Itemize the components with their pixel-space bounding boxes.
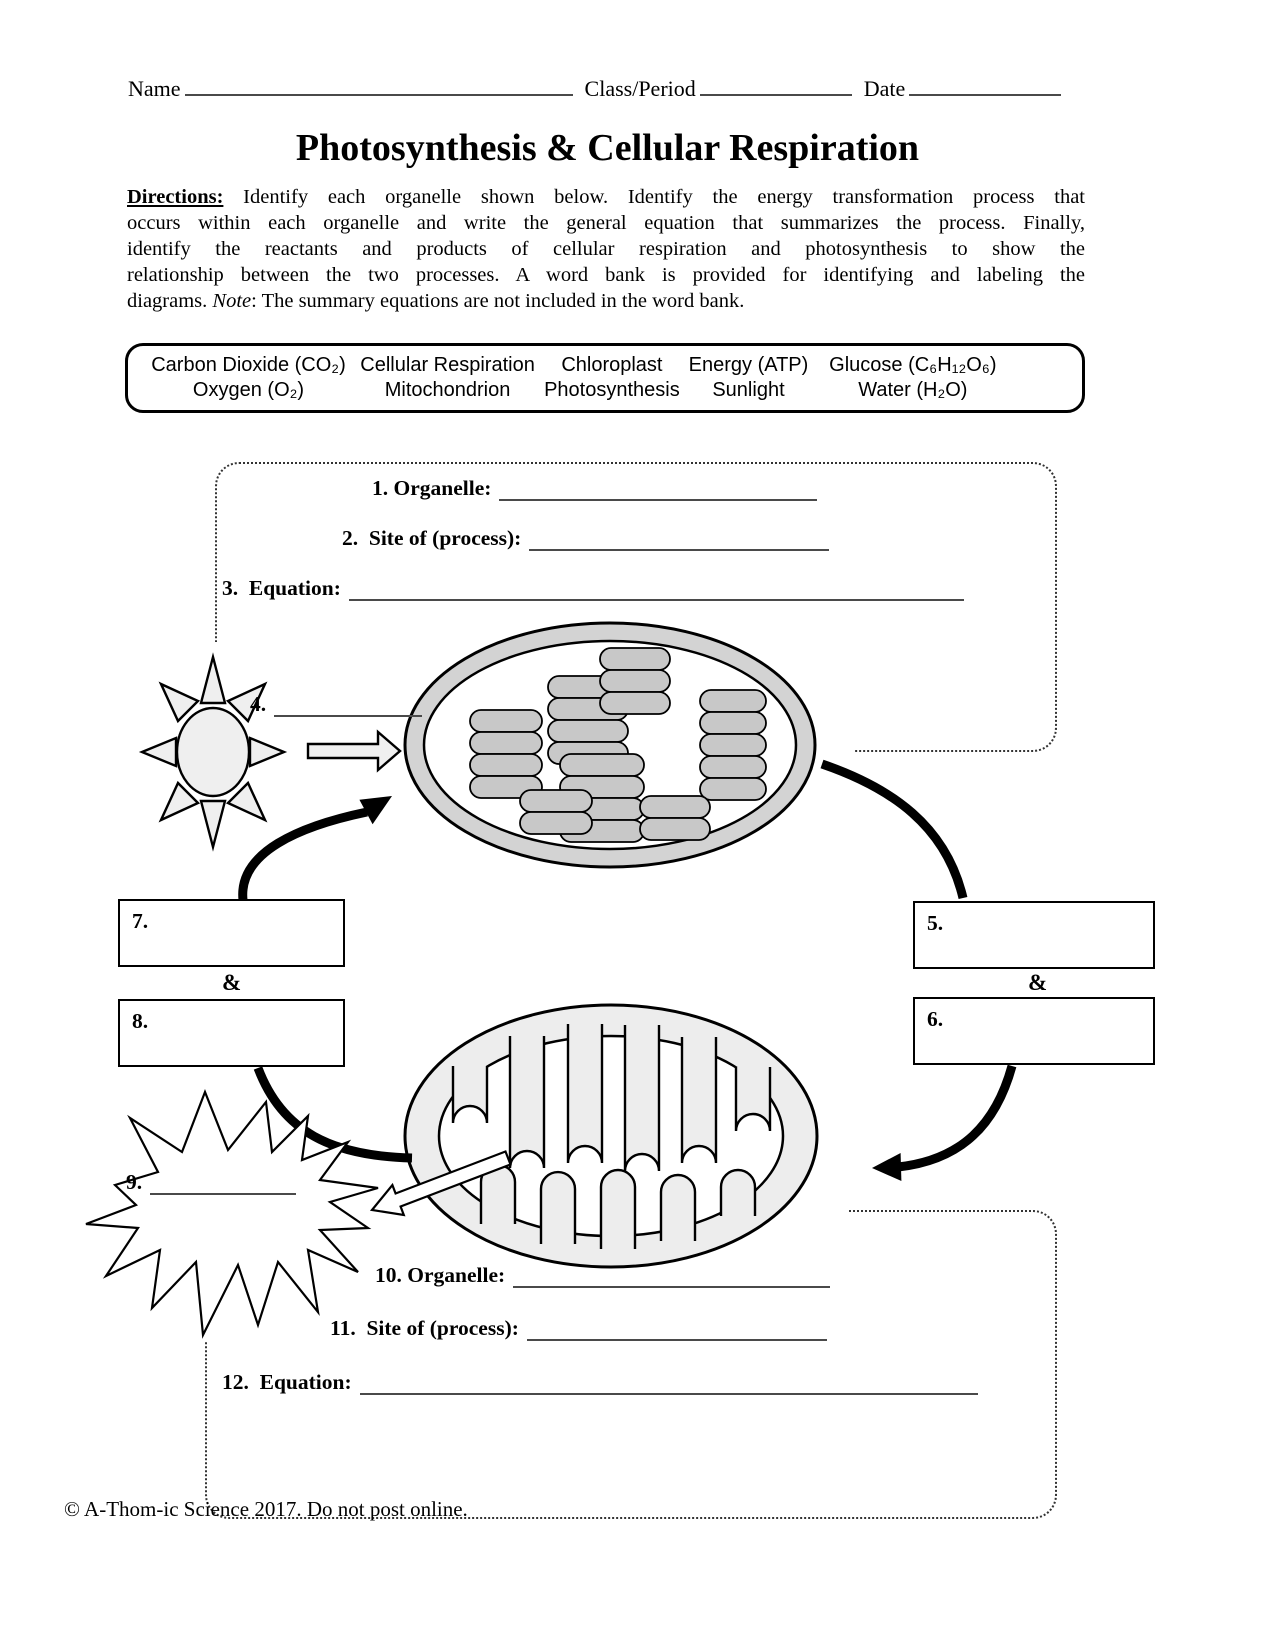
- answer-box-8-number: 8.: [132, 1009, 149, 1033]
- directions-line: diagrams. Note: The summary equations are not included in the word bank.: [127, 290, 745, 312]
- question-12-row: [222, 1370, 978, 1395]
- word-bank-item: Mitochondrion: [384, 379, 511, 401]
- equation-12-blank[interactable]: [360, 1371, 978, 1395]
- sun-icon: [142, 657, 284, 847]
- arrowhead-to-mitochondrion: [872, 1153, 901, 1181]
- question-3-row: [222, 576, 964, 601]
- copyright-footer: © A-Thom-ic Science 2017. Do not post online.: [64, 1497, 468, 1521]
- question-11-row: [330, 1316, 827, 1341]
- energy-9-label: 9.: [126, 1170, 143, 1194]
- equation-3-label: 3. Equation:: [222, 576, 341, 600]
- directions-line: occurs within each organelle and write the general equation that summarizes the process. Finally,: [127, 212, 1085, 234]
- organelle-1-blank[interactable]: [499, 477, 817, 501]
- cycle-arrow-right-bottom: [898, 1066, 1012, 1167]
- ampersand-left: &: [222, 970, 242, 995]
- date-label: Date: [863, 76, 906, 101]
- word-bank-item: Glucose (C₆H₁₂O₆): [829, 354, 997, 376]
- site-of-process-2-label: 2. Site of (process):: [342, 526, 522, 550]
- directions-line: Directions: Identify each organelle shown below. Identify the energy transformation process that: [127, 186, 1085, 208]
- answer-box-7[interactable]: [118, 899, 345, 967]
- energy-9-blank[interactable]: [150, 1171, 296, 1195]
- site-of-process-2-blank[interactable]: [529, 527, 829, 551]
- site-of-process-11-blank[interactable]: [527, 1317, 827, 1341]
- directions-heading: Directions:: [127, 186, 224, 208]
- word-bank-item: Sunlight: [712, 379, 785, 401]
- organelle-10-blank[interactable]: [513, 1264, 830, 1288]
- question-1-row: [372, 476, 817, 501]
- question-2-row: [342, 526, 829, 551]
- word-bank-item: Cellular Respiration: [360, 354, 535, 376]
- answer-box-8[interactable]: [118, 999, 345, 1067]
- question-10-row: [375, 1263, 830, 1288]
- directions-paragraph: [127, 184, 1085, 314]
- word-bank-item: Water (H₂O): [858, 379, 968, 401]
- sunlight-4-blank[interactable]: [274, 693, 422, 717]
- name-label: Name: [128, 76, 181, 101]
- organelle-10-label: 10. Organelle:: [375, 1263, 506, 1287]
- note-word: Note: [212, 290, 252, 312]
- class-period-blank[interactable]: [700, 72, 852, 96]
- site-of-process-11-label: 11. Site of (process):: [330, 1316, 519, 1340]
- word-bank: [125, 343, 1085, 413]
- directions-line: relationship between the two processes. A word bank is provided for identifying and labeling the: [127, 264, 1085, 286]
- equation-3-blank[interactable]: [349, 577, 964, 601]
- ampersand-right: &: [1028, 970, 1048, 995]
- chloroplast-illustration: [405, 623, 815, 867]
- mitochondrion-illustration: [405, 1005, 817, 1267]
- header-row: [128, 72, 1061, 102]
- date-blank[interactable]: [909, 72, 1061, 96]
- word-bank-item: Carbon Dioxide (CO₂): [151, 354, 346, 376]
- organelle-1-label: 1. Organelle:: [372, 476, 492, 500]
- class-period-label: Class/Period: [584, 76, 696, 101]
- word-bank-item: Chloroplast: [561, 354, 663, 376]
- question-9-row: [126, 1170, 296, 1195]
- name-blank[interactable]: [185, 72, 573, 96]
- question-4-row: [250, 692, 422, 717]
- page-title: Photosynthesis & Cellular Respiration: [295, 127, 920, 169]
- answer-box-6-number: 6.: [927, 1007, 944, 1031]
- answer-box-6[interactable]: [913, 997, 1155, 1065]
- word-bank-item: Oxygen (O₂): [192, 379, 305, 401]
- word-bank-item: Energy (ATP): [688, 354, 809, 376]
- answer-box-5-number: 5.: [927, 911, 944, 935]
- directions-line: identify the reactants and products of cellular respiration and photosynthesis to show the: [127, 238, 1085, 260]
- answer-box-7-number: 7.: [132, 909, 149, 933]
- answer-box-5[interactable]: [913, 901, 1155, 969]
- word-bank-item: Photosynthesis: [544, 379, 680, 401]
- equation-12-label: 12. Equation:: [222, 1370, 352, 1394]
- sunlight-4-label: 4.: [250, 692, 267, 716]
